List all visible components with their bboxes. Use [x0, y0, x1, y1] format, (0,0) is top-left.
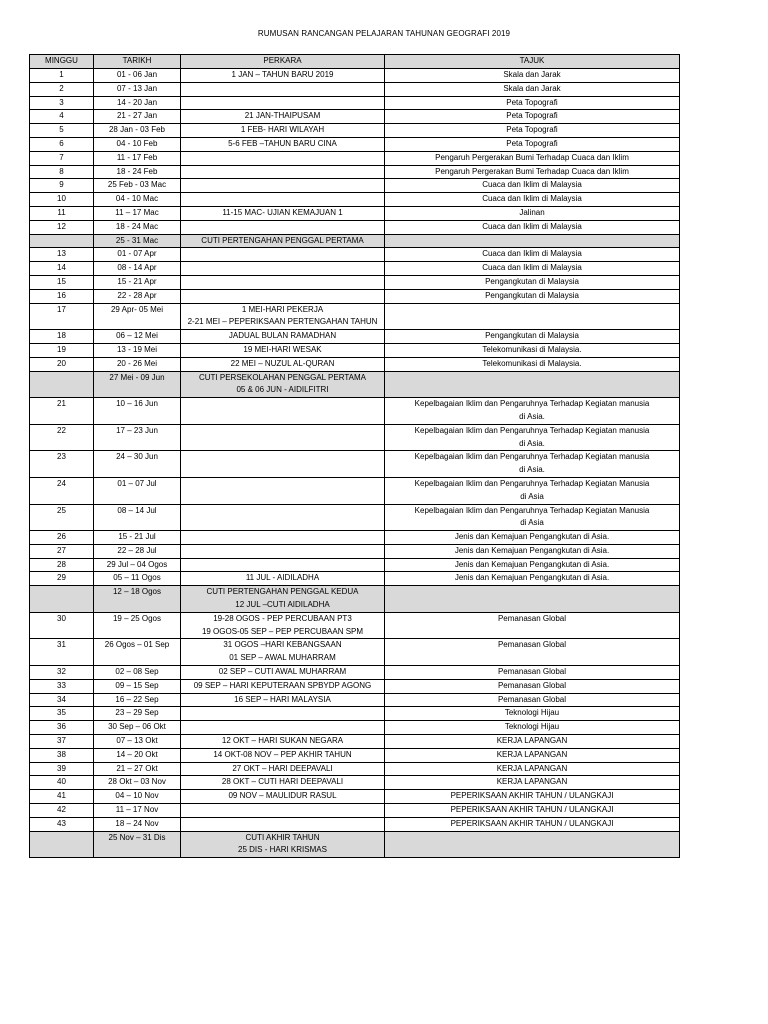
event-cell: CUTI PERTENGAHAN PENGGAL PERTAMA [181, 234, 385, 248]
date-cell: 01 - 06 Jan [94, 69, 181, 83]
table-row [30, 572, 680, 586]
table-row [30, 721, 680, 735]
date-cell: 11 - 17 Feb [94, 151, 181, 165]
week-cell: 20 [30, 357, 94, 371]
event-cell: 27 OKT – HARI DEEPAVALI [181, 762, 385, 776]
header-tarikh: TARIKH [94, 55, 181, 69]
date-cell: 09 – 15 Sep [94, 679, 181, 693]
event-cell: 11-15 MAC- UJIAN KEMAJUAN 1 [181, 206, 385, 220]
week-cell: 8 [30, 165, 94, 179]
date-cell: 18 - 24 Mac [94, 220, 181, 234]
week-cell: 25 [30, 504, 94, 531]
event-cell [181, 817, 385, 831]
date-cell: 20 - 26 Mei [94, 357, 181, 371]
topic-cell: Pemanasan Global [385, 693, 680, 707]
week-cell: 30 [30, 612, 94, 639]
topic-cell [385, 831, 680, 858]
date-cell: 13 - 19 Mei [94, 343, 181, 357]
event-cell [181, 424, 385, 451]
table-row [30, 804, 680, 818]
event-cell [181, 451, 385, 478]
week-cell: 41 [30, 790, 94, 804]
topic-cell: Jenis dan Kemajuan Pengangkutan di Asia. [385, 558, 680, 572]
event-cell [181, 193, 385, 207]
event-cell: 21 JAN-THAIPUSAM [181, 110, 385, 124]
date-cell: 07 - 13 Jan [94, 82, 181, 96]
event-cell: JADUAL BULAN RAMADHAN [181, 330, 385, 344]
date-cell: 29 Apr- 05 Mei [94, 303, 181, 330]
event-cell: 19 MEI-HARI WESAK [181, 343, 385, 357]
week-cell: 19 [30, 343, 94, 357]
date-cell: 25 Feb - 03 Mac [94, 179, 181, 193]
topic-cell: Telekomunikasi di Malaysia. [385, 357, 680, 371]
table-row [30, 451, 680, 478]
topic-cell: Pengaruh Pergerakan Bumi Terhadap Cuaca dan Iklim [385, 151, 680, 165]
table-row [30, 748, 680, 762]
topic-cell: Pengangkutan di Malaysia [385, 330, 680, 344]
table-row [30, 96, 680, 110]
topic-cell: KERJA LAPANGAN [385, 776, 680, 790]
topic-cell [385, 371, 680, 398]
week-cell [30, 371, 94, 398]
date-cell: 10 – 16 Jun [94, 398, 181, 425]
week-cell: 3 [30, 96, 94, 110]
table-row [30, 817, 680, 831]
event-cell: CUTI PERSEKOLAHAN PENGGAL PERTAMA 05 & 06 JUN - AIDILFITRI [181, 371, 385, 398]
date-cell: 28 Okt – 03 Nov [94, 776, 181, 790]
event-cell [181, 558, 385, 572]
week-cell: 18 [30, 330, 94, 344]
event-cell: 12 OKT – HARI SUKAN NEGARA [181, 735, 385, 749]
date-cell: 15 - 21 Apr [94, 275, 181, 289]
date-cell: 22 - 28 Apr [94, 289, 181, 303]
table-row [30, 179, 680, 193]
date-cell: 01 - 07 Apr [94, 248, 181, 262]
week-cell: 28 [30, 558, 94, 572]
week-cell: 5 [30, 124, 94, 138]
topic-cell: Kepelbagaian Iklim dan Pengaruhnya Terhadap Kegiatan manusia di Asia. [385, 398, 680, 425]
date-cell: 04 - 10 Feb [94, 137, 181, 151]
date-cell: 28 Jan - 03 Feb [94, 124, 181, 138]
topic-cell: Pemanasan Global [385, 679, 680, 693]
event-cell: 14 OKT-08 NOV – PEP AKHIR TAHUN [181, 748, 385, 762]
topic-cell: Pemanasan Global [385, 639, 680, 666]
event-cell [181, 96, 385, 110]
date-cell: 22 – 28 Jul [94, 544, 181, 558]
holiday-row [30, 234, 680, 248]
week-cell [30, 234, 94, 248]
week-cell: 31 [30, 639, 94, 666]
week-cell: 11 [30, 206, 94, 220]
topic-cell: Pemanasan Global [385, 612, 680, 639]
topic-cell: Pemanasan Global [385, 666, 680, 680]
event-cell: 09 NOV – MAULIDUR RASUL [181, 790, 385, 804]
event-cell: 28 OKT – CUTI HARI DEEPAVALI [181, 776, 385, 790]
event-cell [181, 398, 385, 425]
table-body [30, 69, 680, 858]
event-cell [181, 262, 385, 276]
week-cell: 27 [30, 544, 94, 558]
date-cell: 16 – 22 Sep [94, 693, 181, 707]
event-cell: 09 SEP – HARI KEPUTERAAN SPBYDP AGONG [181, 679, 385, 693]
week-cell: 26 [30, 531, 94, 545]
holiday-row [30, 371, 680, 398]
topic-cell: Pengangkutan di Malaysia [385, 275, 680, 289]
table-row [30, 124, 680, 138]
topic-cell [385, 586, 680, 613]
topic-cell: Telekomunikasi di Malaysia. [385, 343, 680, 357]
topic-cell: Kepelbagaian Iklim dan Pengaruhnya Terhadap Kegiatan Manusia di Asia [385, 504, 680, 531]
date-cell: 24 – 30 Jun [94, 451, 181, 478]
topic-cell: Teknologi Hijau [385, 721, 680, 735]
table-row [30, 69, 680, 83]
date-cell: 08 - 14 Apr [94, 262, 181, 276]
event-cell: 19-28 OGOS - PEP PERCUBAAN PT3 19 OGOS-05 SEP – PEP PERCUBAAN SPM [181, 612, 385, 639]
table-row [30, 151, 680, 165]
event-cell: CUTI AKHIR TAHUN 25 DIS - HARI KRISMAS [181, 831, 385, 858]
table-row [30, 262, 680, 276]
header-perkara: PERKARA [181, 55, 385, 69]
table-row [30, 398, 680, 425]
event-cell: CUTI PERTENGAHAN PENGGAL KEDUA 12 JUL –CUTI AIDILADHA [181, 586, 385, 613]
topic-cell: Jalinan [385, 206, 680, 220]
date-cell: 06 – 12 Mei [94, 330, 181, 344]
table-row [30, 424, 680, 451]
topic-cell: PEPERIKSAAN AKHIR TAHUN / ULANGKAJI [385, 790, 680, 804]
week-cell: 38 [30, 748, 94, 762]
date-cell: 15 - 21 Jul [94, 531, 181, 545]
topic-cell: PEPERIKSAAN AKHIR TAHUN / ULANGKAJI [385, 817, 680, 831]
document-title: RUMUSAN RANCANGAN PELAJARAN TAHUNAN GEOGRAFI 2019 [257, 29, 511, 38]
topic-cell: Cuaca dan Iklim di Malaysia [385, 179, 680, 193]
week-cell: 12 [30, 220, 94, 234]
event-cell [181, 804, 385, 818]
week-cell: 37 [30, 735, 94, 749]
table-row [30, 639, 680, 666]
week-cell: 32 [30, 666, 94, 680]
date-cell: 23 – 29 Sep [94, 707, 181, 721]
topic-cell [385, 234, 680, 248]
table-row [30, 679, 680, 693]
week-cell [30, 586, 94, 613]
date-cell: 25 - 31 Mac [94, 234, 181, 248]
week-cell: 23 [30, 451, 94, 478]
date-cell: 11 – 17 Nov [94, 804, 181, 818]
event-cell [181, 179, 385, 193]
event-cell: 31 OGOS –HARI KEBANGSAAN 01 SEP – AWAL MUHARRAM [181, 639, 385, 666]
table-row [30, 477, 680, 504]
table-row [30, 248, 680, 262]
date-cell: 30 Sep – 06 Okt [94, 721, 181, 735]
event-cell [181, 220, 385, 234]
topic-cell: Cuaca dan Iklim di Malaysia [385, 248, 680, 262]
event-cell: 1 FEB- HARI WILAYAH [181, 124, 385, 138]
event-cell [181, 82, 385, 96]
date-cell: 18 – 24 Nov [94, 817, 181, 831]
table-row [30, 666, 680, 680]
table-row [30, 303, 680, 330]
week-cell: 34 [30, 693, 94, 707]
table-row [30, 357, 680, 371]
week-cell: 16 [30, 289, 94, 303]
event-cell [181, 151, 385, 165]
week-cell: 42 [30, 804, 94, 818]
week-cell: 17 [30, 303, 94, 330]
holiday-row [30, 586, 680, 613]
topic-cell: PEPERIKSAAN AKHIR TAHUN / ULANGKAJI [385, 804, 680, 818]
event-cell [181, 289, 385, 303]
schedule-table [29, 54, 680, 858]
date-cell: 17 – 23 Jun [94, 424, 181, 451]
week-cell: 24 [30, 477, 94, 504]
table-header-row [30, 55, 680, 69]
table-row [30, 790, 680, 804]
week-cell: 14 [30, 262, 94, 276]
week-cell: 40 [30, 776, 94, 790]
topic-cell: Peta Topografi [385, 110, 680, 124]
date-cell: 04 - 10 Mac [94, 193, 181, 207]
topic-cell: Teknologi Hijau [385, 707, 680, 721]
topic-cell [385, 303, 680, 330]
event-cell [181, 248, 385, 262]
week-cell: 15 [30, 275, 94, 289]
table-row [30, 289, 680, 303]
week-cell: 10 [30, 193, 94, 207]
event-cell [181, 504, 385, 531]
date-cell: 29 Jul – 04 Ogos [94, 558, 181, 572]
event-cell: 02 SEP – CUTI AWAL MUHARRAM [181, 666, 385, 680]
week-cell: 43 [30, 817, 94, 831]
topic-cell: KERJA LAPANGAN [385, 735, 680, 749]
table-row [30, 735, 680, 749]
topic-cell: Jenis dan Kemajuan Pengangkutan di Asia. [385, 531, 680, 545]
topic-cell: Peta Topografi [385, 96, 680, 110]
topic-cell: Pengaruh Pergerakan Bumi Terhadap Cuaca dan Iklim [385, 165, 680, 179]
date-cell: 26 Ogos – 01 Sep [94, 639, 181, 666]
week-cell: 21 [30, 398, 94, 425]
date-cell: 25 Nov – 31 Dis [94, 831, 181, 858]
event-cell [181, 477, 385, 504]
event-cell: 16 SEP – HARI MALAYSIA [181, 693, 385, 707]
table-row [30, 82, 680, 96]
header-tajuk: TAJUK [385, 55, 680, 69]
topic-cell: KERJA LAPANGAN [385, 748, 680, 762]
week-cell: 13 [30, 248, 94, 262]
date-cell: 05 – 11 Ogos [94, 572, 181, 586]
table-row [30, 531, 680, 545]
event-cell [181, 165, 385, 179]
table-row [30, 693, 680, 707]
week-cell: 35 [30, 707, 94, 721]
table-row [30, 707, 680, 721]
table-row [30, 612, 680, 639]
table-row [30, 558, 680, 572]
topic-cell: Peta Topografi [385, 124, 680, 138]
holiday-row [30, 831, 680, 858]
week-cell: 22 [30, 424, 94, 451]
event-cell [181, 275, 385, 289]
date-cell: 07 – 13 Okt [94, 735, 181, 749]
table-row [30, 137, 680, 151]
topic-cell: Cuaca dan Iklim di Malaysia [385, 220, 680, 234]
topic-cell: Jenis dan Kemajuan Pengangkutan di Asia. [385, 572, 680, 586]
event-cell: 1 MEI-HARI PEKERJA 2-21 MEI – PEPERIKSAAN PERTENGAHAN TAHUN [181, 303, 385, 330]
date-cell: 21 – 27 Okt [94, 762, 181, 776]
table-row [30, 206, 680, 220]
date-cell: 01 – 07 Jul [94, 477, 181, 504]
date-cell: 18 - 24 Feb [94, 165, 181, 179]
date-cell: 27 Mei - 09 Jun [94, 371, 181, 398]
table-row [30, 165, 680, 179]
event-cell: 5-6 FEB –TAHUN BARU CINA [181, 137, 385, 151]
event-cell: 22 MEI – NUZUL AL-QURAN [181, 357, 385, 371]
week-cell: 33 [30, 679, 94, 693]
event-cell [181, 544, 385, 558]
event-cell: 1 JAN – TAHUN BARU 2019 [181, 69, 385, 83]
table-row [30, 193, 680, 207]
table-row [30, 330, 680, 344]
topic-cell: KERJA LAPANGAN [385, 762, 680, 776]
table-row [30, 275, 680, 289]
table-row [30, 110, 680, 124]
week-cell: 4 [30, 110, 94, 124]
topic-cell: Skala dan Jarak [385, 69, 680, 83]
table-row [30, 343, 680, 357]
event-cell: 11 JUL - AIDILADHA [181, 572, 385, 586]
event-cell [181, 707, 385, 721]
table-row [30, 776, 680, 790]
topic-cell: Skala dan Jarak [385, 82, 680, 96]
event-cell [181, 721, 385, 735]
table-row [30, 544, 680, 558]
week-cell: 6 [30, 137, 94, 151]
table-row [30, 762, 680, 776]
topic-cell: Jenis dan Kemajuan Pengangkutan di Asia. [385, 544, 680, 558]
topic-cell: Peta Topografi [385, 137, 680, 151]
table-row [30, 220, 680, 234]
topic-cell: Cuaca dan Iklim di Malaysia [385, 262, 680, 276]
week-cell: 29 [30, 572, 94, 586]
date-cell: 19 – 25 Ogos [94, 612, 181, 639]
event-cell [181, 531, 385, 545]
topic-cell: Cuaca dan Iklim di Malaysia [385, 193, 680, 207]
date-cell: 02 – 08 Sep [94, 666, 181, 680]
week-cell: 2 [30, 82, 94, 96]
week-cell: 36 [30, 721, 94, 735]
week-cell [30, 831, 94, 858]
date-cell: 11 – 17 Mac [94, 206, 181, 220]
date-cell: 14 - 20 Jan [94, 96, 181, 110]
date-cell: 21 - 27 Jan [94, 110, 181, 124]
week-cell: 9 [30, 179, 94, 193]
date-cell: 08 – 14 Jul [94, 504, 181, 531]
week-cell: 39 [30, 762, 94, 776]
topic-cell: Kepelbagaian Iklim dan Pengaruhnya Terhadap Kegiatan manusia di Asia. [385, 424, 680, 451]
week-cell: 1 [30, 69, 94, 83]
date-cell: 04 – 10 Nov [94, 790, 181, 804]
date-cell: 14 – 20 Okt [94, 748, 181, 762]
date-cell: 12 – 18 Ogos [94, 586, 181, 613]
week-cell: 7 [30, 151, 94, 165]
topic-cell: Kepelbagaian Iklim dan Pengaruhnya Terhadap Kegiatan manusia di Asia. [385, 451, 680, 478]
header-minggu: MINGGU [30, 55, 94, 69]
table-row [30, 504, 680, 531]
topic-cell: Kepelbagaian Iklim dan Pengaruhnya Terhadap Kegiatan Manusia di Asia [385, 477, 680, 504]
topic-cell: Pengangkutan di Malaysia [385, 289, 680, 303]
